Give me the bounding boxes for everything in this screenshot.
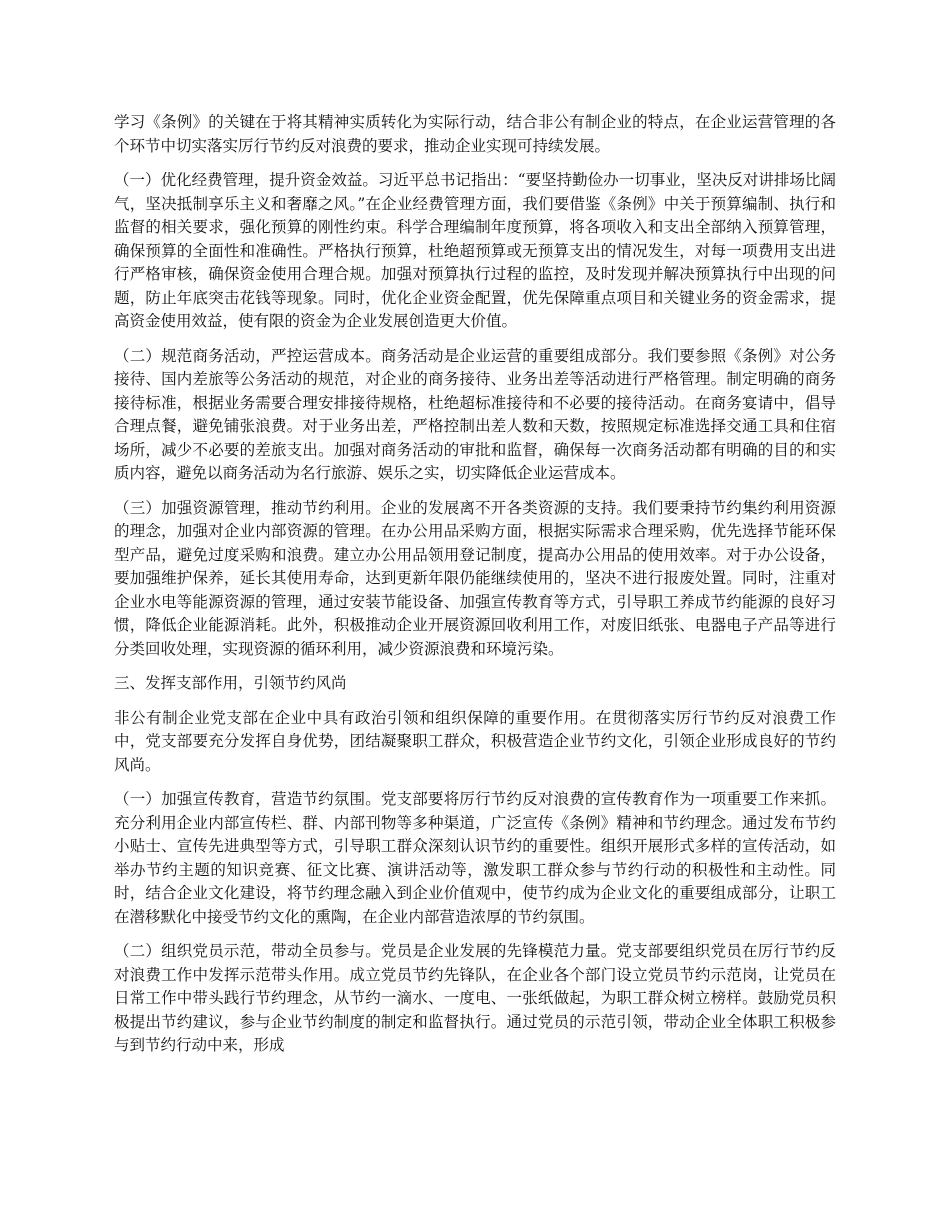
branch-role-paragraph: 非公有制企业党支部在企业中具有政治引领和组织保障的重要作用。在贯彻落实厉行节约反对浪费工作中，党支部要充分发挥自身优势，团结凝聚职工群众，积极营造企业节约文化，引领企业形成良好的节约风尚。	[114, 708, 836, 774]
section-business-paragraph: （二）规范商务活动，严控运营成本。商务活动是企业运营的重要组成部分。我们要参照《条例》对公务接待、国内差旅等公务活动的规范，对企业的商务接待、业务出差等活动进行严格管理。制定明确的商务接待标准，根据业务需要合理安排接待规格，杜绝超标准接待和不必要的接待活动。在商务宴请中，倡导合理点餐，避免铺张浪费。对于业务出差，严格控制出差人数和天数，按照规定标准选择交通工具和住宿场所，减少不必要的差旅支出。加强对商务活动的审批和监督，确保每一次商务活动都有明确的目的和实质内容，避免以商务活动为名行旅游、娱乐之实，切实降低企业运营成本。	[114, 346, 836, 482]
document-body	[114, 111, 836, 1069]
intro-paragraph: 学习《条例》的关键在于将其精神实质转化为实际行动，结合非公有制企业的特点，在企业运营管理的各个环节中切实落实厉行节约反对浪费的要求，推动企业实现可持续发展。	[114, 113, 836, 155]
section-resources-paragraph: （三）加强资源管理，推动节约利用。企业的发展离不开各类资源的支持。我们要秉持节约集约利用资源的理念，加强对企业内部资源的管理。在办公用品采购方面，根据实际需求合理采购，优先选择节能环保型产品，避免过度采购和浪费。建立办公用品领用登记制度，提高办公用品的使用效率。对于办公设备，要加强维护保养，延长其使用寿命，达到更新年限仍能继续使用的，坚决不进行报废处置。同时，注重对企业水电等能源资源的管理，通过安装节能设备、加强宣传教育等方式，引导职工养成节约能源的良好习惯，降低企业能源消耗。此外，积极推动企业开展资源回收利用工作，对废旧纸张、电器电子产品等进行分类回收处理，实现资源的循环利用，减少资源浪费和环境污染。	[114, 498, 836, 658]
publicity-paragraph: （一）加强宣传教育，营造节约氛围。党支部要将厉行节约反对浪费的宣传教育作为一项重要工作来抓。充分利用企业内部宣传栏、群、内部刊物等多种渠道，广泛宣传《条例》精神和节约理念。通过发布节约小贴士、宣传先进典型等方式，引导职工群众深刻认识节约的重要性。组织开展形式多样的宣传活动，如举办节约主题的知识竞赛、征文比赛、演讲活动等，激发职工群众参与节约行动的积极性和主动性。同时，结合企业文化建设，将节约理念融入到企业价值观中，使节约成为企业文化的重要组成部分，让职工在潜移默化中接受节约文化的熏陶，在企业内部营造浓厚的节约氛围。	[114, 790, 836, 926]
section-heading: 三、发挥支部作用，引领节约风尚	[114, 674, 347, 692]
party-member-paragraph: （二）组织党员示范，带动全员参与。党员是企业发展的先锋模范力量。党支部要组织党员在厉行节约反对浪费工作中发挥示范带头作用。成立党员节约先锋队，在企业各个部门设立党员节约示范岗，让党员在日常工作中带头践行节约理念，从节约一滴水、一度电、一张纸做起，为职工群众树立榜样。鼓励党员积极提出节约建议，参与企业节约制度的制定和监督执行。通过党员的示范引领，带动企业全体职工积极参与到节约行动中来，形成	[114, 942, 836, 1054]
section-funds-paragraph: （一）优化经费管理，提升资金效益。习近平总书记指出：“要坚持勤俭办一切事业，坚决反对讲排场比阔气，坚决抵制享乐主义和奢靡之风。”在企业经费管理方面，我们要借鉴《条例》中关于预算编制、执行和监督的相关要求，强化预算的刚性约束。科学合理编制年度预算，将各项收入和支出全部纳入预算管理，确保预算的全面性和准确性。严格执行预算，杜绝超预算或无预算支出的情况发生，对每一项费用支出进行严格审核，确保资金使用合理合规。加强对预算执行过程的监控，及时发现并解决预算执行中出现的问题，防止年底突击花钱等现象。同时，优化企业资金配置，优先保障重点项目和关键业务的资金需求，提高资金使用效益，使有限的资金为企业发展创造更大价值。	[114, 171, 836, 330]
